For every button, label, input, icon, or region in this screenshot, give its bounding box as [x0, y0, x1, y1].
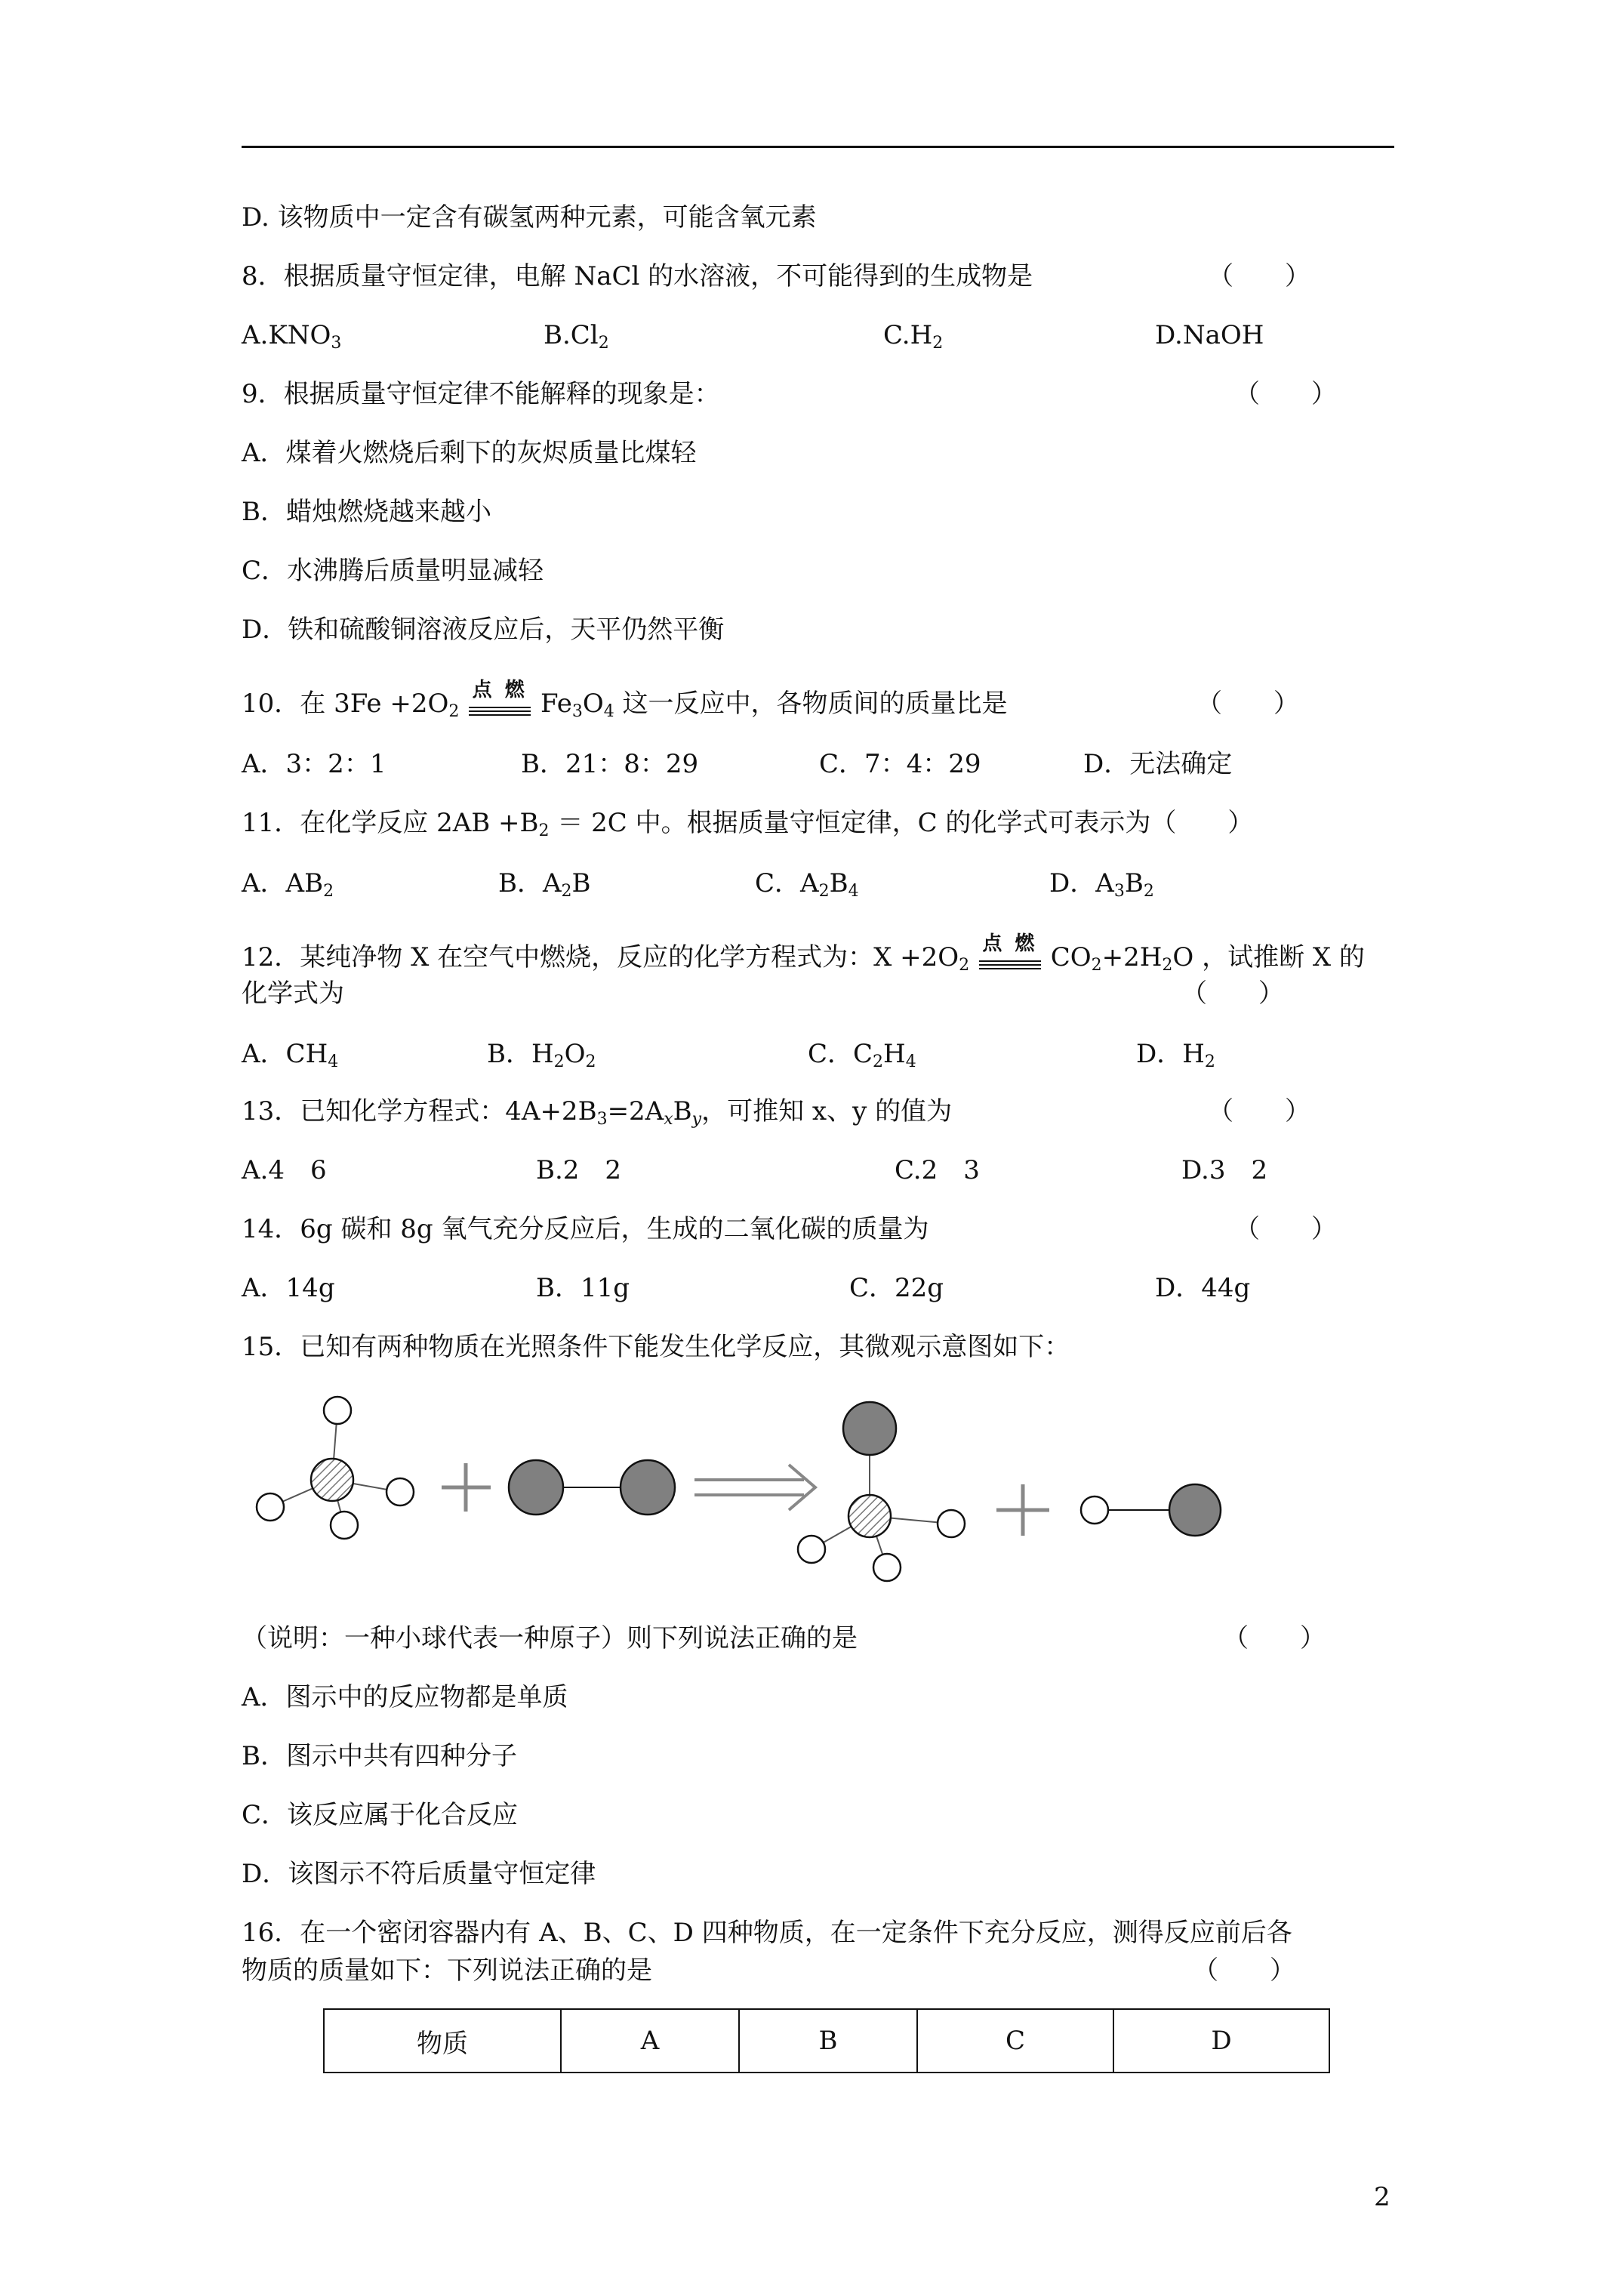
q16-stem: 16．在一个密闭容器内有 A、B、C、D 四种物质，在一定条件下充分反应，测得反应前后各	[242, 1918, 1292, 1948]
q8-stem: 8．根据质量守恒定律，电解 NaCl 的水溶液，不可能得到的生成物是	[242, 261, 1033, 291]
q8-option-b: $B.Cl_2$	[544, 320, 609, 353]
q8-option-c: $C.H_2$	[883, 320, 944, 353]
q11-option-d: D．$A_3B_2$	[1049, 868, 1154, 901]
page-number: 2	[1374, 2182, 1390, 2212]
q12-option-b: B．$H_2O_2$	[487, 1039, 596, 1071]
plus-sign-2	[996, 1484, 1049, 1536]
q14-option-b: B．11g	[536, 1273, 630, 1303]
hatched-atom	[848, 1495, 891, 1537]
q10-option-c: C．7：4：29	[819, 749, 981, 779]
q12-option-d: D．$H_2$	[1136, 1039, 1215, 1071]
q15-stem: 15．已知有两种物质在光照条件下能发生化学反应，其微观示意图如下：	[242, 1332, 1070, 1362]
small-atom	[331, 1512, 358, 1539]
q10-stem: 10．在 $3Fe +2O_2$ 点 燃 $Fe_3O_4$ 这一反应中，各物质间的质量比是	[242, 679, 1008, 721]
q14-answer-paren: （ ）	[1234, 1214, 1337, 1244]
q13-option-a: A.4 6	[242, 1155, 327, 1185]
q15-option-c: C．该反应属于化合反应	[242, 1800, 519, 1830]
q15-option-b: B．图示中共有四种分子	[242, 1741, 517, 1771]
table-header-cell: D	[1113, 2009, 1329, 2073]
hatched-atom	[311, 1459, 353, 1501]
reaction-condition-ignite: 点 燃	[978, 942, 1042, 972]
large-dark-atom	[1169, 1484, 1221, 1536]
q11-option-b: B．$A_2B$	[498, 868, 591, 901]
small-atom	[798, 1536, 825, 1563]
table-header-cell: A	[561, 2009, 739, 2073]
q15-note: （说明：一种小球代表一种原子）则下列说法正确的是	[242, 1623, 858, 1653]
molecule-reaction-diagram	[242, 1389, 1253, 1608]
q11-stem: 11．在化学反应 $2AB +B_2 = 2C$ 中。根据质量守恒定律，C 的化学式可表示为（ ）	[242, 808, 1254, 840]
small-atom	[873, 1554, 901, 1581]
q13-stem: 13．已知化学方程式：$4A+2B_3=2A_xB_y$，可推知 x、y 的值为	[242, 1096, 953, 1129]
q16-stem-line2: 物质的质量如下：下列说法正确的是	[242, 1955, 652, 1986]
q9-stem: 9．根据质量守恒定律不能解释的现象是：	[242, 379, 720, 409]
q14-option-a: A．14g	[242, 1273, 335, 1303]
q11-option-a: A．$AB_2$	[242, 868, 334, 901]
small-atom	[1081, 1496, 1108, 1524]
q10-option-b: B．21：8：29	[521, 749, 699, 779]
large-dark-atom	[621, 1460, 675, 1515]
q15-option-d: D．该图示不符后质量守恒定律	[242, 1859, 596, 1889]
q7-option-d: D. 该物质中一定含有碳氢两种元素，可能含氧元素	[242, 202, 817, 233]
mass-table	[323, 2008, 1330, 2073]
table-header-cell: 物质	[324, 2009, 561, 2073]
q14-stem: 14．6g 碳和 8g 氧气充分反应后，生成的二氧化碳的质量为	[242, 1214, 929, 1244]
q9-option-c: C．水沸腾后质量明显减轻	[242, 556, 544, 586]
q10-answer-paren: （ ）	[1196, 689, 1299, 719]
q9-answer-paren: （ ）	[1234, 379, 1337, 409]
table-header-cell: B	[739, 2009, 917, 2073]
product-molecule-1	[798, 1402, 965, 1581]
q15-answer-paren: （ ）	[1223, 1623, 1326, 1653]
reactant-molecule-2	[509, 1460, 675, 1515]
q14-option-c: C．22g	[849, 1273, 944, 1303]
q16-answer-paren: （ ）	[1193, 1955, 1295, 1986]
q12-answer-paren: （ ）	[1181, 978, 1284, 1009]
q12-stem-line2: 化学式为	[242, 978, 344, 1009]
small-atom	[324, 1397, 351, 1424]
q9-option-a: A．煤着火燃烧后剩下的灰烬质量比煤轻	[242, 438, 697, 468]
q11-option-c: C．$A_2B_4$	[755, 868, 859, 901]
table-header-cell: C	[917, 2009, 1113, 2073]
q15-option-a: A．图示中的反应物都是单质	[242, 1682, 568, 1712]
q8-option-d: D.NaOH	[1155, 320, 1264, 350]
q13-option-c: C.2 3	[895, 1155, 980, 1185]
reaction-arrow	[694, 1465, 815, 1510]
q10-option-d: D．无法确定	[1083, 749, 1233, 779]
q13-option-b: B.2 2	[536, 1155, 622, 1185]
small-atom	[257, 1493, 284, 1521]
q14-option-d: D．44g	[1155, 1273, 1251, 1303]
q13-answer-paren: （ ）	[1208, 1096, 1310, 1126]
reactant-molecule-1	[257, 1397, 414, 1539]
q8-option-a: $A.KNO_3$	[242, 320, 342, 353]
header-rule	[242, 146, 1394, 148]
reaction-condition-ignite: 点 燃	[467, 689, 532, 719]
q12-stem: 12．某纯净物 X 在空气中燃烧，反应的化学方程式为：$X +2O_2$ 点 燃 $CO_2+2H_2O$ ，试推断 X 的	[242, 932, 1365, 975]
q12-option-c: C．$C_2H_4$	[808, 1039, 916, 1071]
small-atom	[387, 1478, 414, 1505]
plus-sign-1	[442, 1463, 491, 1512]
table-row	[324, 2009, 1329, 2073]
q8-answer-paren: （ ）	[1208, 261, 1310, 291]
q9-option-b: B．蜡烛燃烧越来越小	[242, 497, 491, 527]
q13-option-d: D.3 2	[1181, 1155, 1268, 1185]
large-dark-atom	[843, 1402, 896, 1455]
large-dark-atom	[509, 1460, 563, 1515]
q10-option-a: A．3：2：1	[242, 749, 387, 779]
small-atom	[938, 1510, 965, 1537]
product-molecule-2	[1081, 1484, 1221, 1536]
q9-option-d: D．铁和硫酸铜溶液反应后，天平仍然平衡	[242, 615, 725, 645]
q12-option-a: A．$CH_4$	[242, 1039, 339, 1071]
